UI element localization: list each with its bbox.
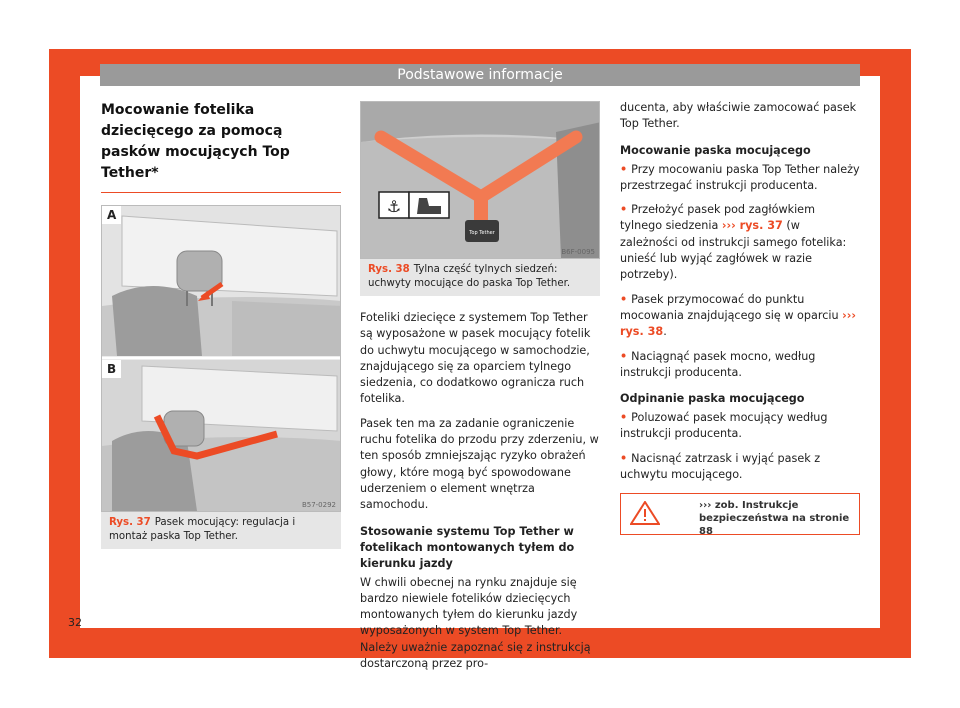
bullet-item: • Nacisnąć zatrzask i wyjąć pasek z uchwytu mocującego. [620,451,860,484]
figure-label-a: A [102,206,121,224]
figure-37-caption [101,512,341,549]
bullet-item: • Przełożyć pasek pod zagłówkiem tylnego siedzenia ››› rys. 37 (w zależności od instrukcji samego fotelika: unieść lub wyjąć zagłówek w razie potrzeby). [620,202,860,283]
bullet-item: • Przy mocowaniu paska Top Tether należy przestrzegać instrukcji producenta. [620,162,860,195]
figure-38 [360,101,600,259]
body-paragraph: Pasek ten ma za zadanie ograniczenie ruchu fotelika do przodu przy zderzeniu, w ten sposób zmniejszając ryzyko obrażeń głowy, które mogą być spowodowane uderzeniem o element wnętrza samochodu. [360,416,599,512]
caption-text: Tylna część tylnych siedzeń: uchwyty mocujące do paska Top Tether. [368,264,571,289]
warning-text[interactable]: zob. Instrukcje bezpieczeństwa na stronie 88 [699,500,850,538]
column-1 [101,96,341,549]
body-paragraph: Foteliki dziecięce z systemem Top Tether są wyposażone w pasek mocujący fotelik do uchwytu mocującego w samochodzie, znajdującego się za oparciem tylnego siedzenia, co dodatkowo ogranicza ruch fotelika. [360,311,591,406]
figure-37-illustration [102,206,341,511]
figure-link[interactable]: ››› rys. 38 [620,308,856,339]
warning-triangle-icon [630,501,660,525]
column-3 [620,100,860,538]
figure-code: B57-0292 [301,501,336,509]
subsection-heading: Mocowanie paska mocującego [620,143,811,157]
column-2 [360,101,600,680]
caption-text: Pasek mocujący: regulacja i montaż paska Top Tether. [109,517,296,542]
page-header: Podstawowe informacje [100,64,860,86]
bullet-item: • Pasek przymocować do punktu mocowania znajdującego się w oparciu ››› rys. 38. [620,292,860,341]
bullet-item: • Naciągnąć pasek mocno, według instrukcji producenta. [620,349,860,382]
figure-label-b: B [102,360,121,378]
warning-link-arrows[interactable]: ››› [699,500,712,512]
figure-38-caption [360,259,600,296]
figure-code: B6F-0095 [561,248,595,256]
caption-ref: Rys. 37 [109,517,151,528]
warning-box [620,493,860,538]
subsection-heading: Stosowanie systemu Top Tether w fotelikach montowanych tyłem do kierunku jazdy [360,524,575,570]
strap-tag: Top Tether [469,230,495,236]
section-heading: Mocowanie fotelika dziecięcego za pomocą pasków mocujących Top Tether* [101,102,290,181]
subsection-heading: Odpinanie paska mocującego [620,392,805,406]
svg-text:⚓: ⚓ [386,197,402,216]
heading-rule [101,192,341,193]
bullet-item: • Poluzować pasek mocujący według instrukcji producenta. [620,410,860,443]
body-paragraph: ducenta, aby właściwie zamocować pasek Top Tether. [620,101,857,131]
page-number: 32 [68,616,82,629]
figure-link[interactable]: ››› rys. 37 [721,219,783,233]
body-paragraph: W chwili obecnej na rynku znajduje się bardzo niewiele fotelików dziecięcych montowanych tyłem do kierunku jazdy wyposażonych w system Top Tether. Należy uważnie zapoznać się z instrukcją dostarczoną przez pro- [360,575,591,671]
caption-ref: Rys. 38 [368,264,410,275]
figure-37 [101,205,341,512]
